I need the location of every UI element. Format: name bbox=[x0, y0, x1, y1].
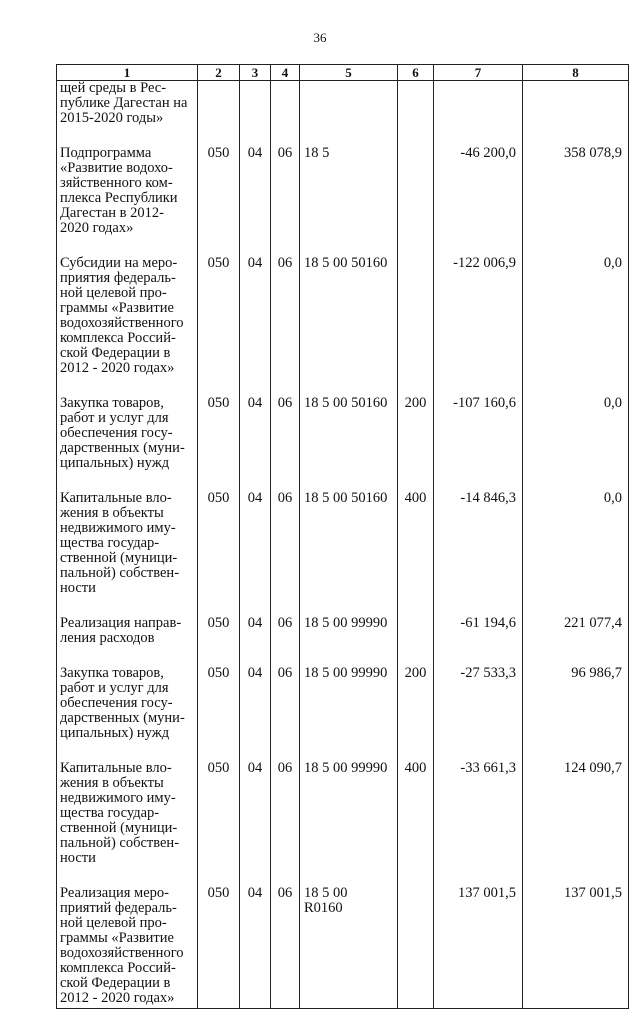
section-code bbox=[198, 81, 240, 147]
row-description: Подпрограмма «Развитие водохо- зяйственного ком- плекса Республики Дагестан в 2012- 2020 годах» bbox=[57, 146, 198, 256]
column-header: 5 bbox=[300, 65, 398, 81]
total-amount: 221 077,4 bbox=[523, 616, 629, 666]
table-row bbox=[57, 886, 629, 1009]
expense-type-code: 200 bbox=[398, 396, 434, 491]
column-header: 7 bbox=[434, 65, 523, 81]
total-amount: 137 001,5 bbox=[523, 886, 629, 1009]
target-article-code: 18 5 00 99990 bbox=[300, 616, 398, 666]
row-description: Закупка товаров, работ и услуг для обеспечения госу- дарственных (муни- ципальных) нужд bbox=[57, 666, 198, 761]
column-header: 2 bbox=[198, 65, 240, 81]
column-header: 8 bbox=[523, 65, 629, 81]
change-amount: 137 001,5 bbox=[434, 886, 523, 1009]
page-number: 36 bbox=[313, 30, 327, 45]
table-row bbox=[57, 396, 629, 491]
group-code: 06 bbox=[271, 666, 300, 761]
subsection-code: 04 bbox=[240, 666, 271, 761]
column-header: 6 bbox=[398, 65, 434, 81]
table-row bbox=[57, 81, 629, 147]
expense-type-code bbox=[398, 81, 434, 147]
group-code: 06 bbox=[271, 146, 300, 256]
change-amount: -61 194,6 bbox=[434, 616, 523, 666]
section-code: 050 bbox=[198, 886, 240, 1009]
group-code: 06 bbox=[271, 256, 300, 396]
table-row bbox=[57, 761, 629, 886]
target-article-code: 18 5 00 99990 bbox=[300, 761, 398, 886]
subsection-code: 04 bbox=[240, 761, 271, 886]
section-code: 050 bbox=[198, 491, 240, 616]
total-amount: 0,0 bbox=[523, 396, 629, 491]
section-code: 050 bbox=[198, 256, 240, 396]
section-code: 050 bbox=[198, 761, 240, 886]
change-amount: -122 006,9 bbox=[434, 256, 523, 396]
target-article-code: 18 5 00 99990 bbox=[300, 666, 398, 761]
total-amount: 358 078,9 bbox=[523, 146, 629, 256]
change-amount bbox=[434, 81, 523, 147]
group-code: 06 bbox=[271, 396, 300, 491]
table-row bbox=[57, 146, 629, 256]
expense-type-code bbox=[398, 616, 434, 666]
target-article-code: 18 5 00 50160 bbox=[300, 491, 398, 616]
table-row bbox=[57, 666, 629, 761]
header-row bbox=[57, 65, 629, 81]
row-description: Капитальные вло- жения в объекты недвижимого иму- щества государ- ственной (муници- пальной) собствен- ности bbox=[57, 761, 198, 886]
subsection-code bbox=[240, 81, 271, 147]
group-code bbox=[271, 81, 300, 147]
table-row bbox=[57, 616, 629, 666]
change-amount: -14 846,3 bbox=[434, 491, 523, 616]
group-code: 06 bbox=[271, 886, 300, 1009]
total-amount: 124 090,7 bbox=[523, 761, 629, 886]
expense-type-code bbox=[398, 146, 434, 256]
expense-type-code bbox=[398, 886, 434, 1009]
change-amount: -33 661,3 bbox=[434, 761, 523, 886]
column-header: 1 bbox=[57, 65, 198, 81]
section-code: 050 bbox=[198, 616, 240, 666]
subsection-code: 04 bbox=[240, 396, 271, 491]
table-row bbox=[57, 491, 629, 616]
target-article-code: 18 5 00 R0160 bbox=[300, 886, 398, 1009]
subsection-code: 04 bbox=[240, 146, 271, 256]
section-code: 050 bbox=[198, 666, 240, 761]
subsection-code: 04 bbox=[240, 491, 271, 616]
group-code: 06 bbox=[271, 491, 300, 616]
total-amount bbox=[523, 81, 629, 147]
subsection-code: 04 bbox=[240, 616, 271, 666]
budget-table bbox=[56, 64, 629, 1009]
total-amount: 0,0 bbox=[523, 256, 629, 396]
total-amount: 96 986,7 bbox=[523, 666, 629, 761]
target-article-code: 18 5 bbox=[300, 146, 398, 256]
subsection-code: 04 bbox=[240, 886, 271, 1009]
row-description: Закупка товаров, работ и услуг для обеспечения госу- дарственных (муни- ципальных) нужд bbox=[57, 396, 198, 491]
expense-type-code: 400 bbox=[398, 491, 434, 616]
change-amount: -107 160,6 bbox=[434, 396, 523, 491]
subsection-code: 04 bbox=[240, 256, 271, 396]
total-amount: 0,0 bbox=[523, 491, 629, 616]
target-article-code bbox=[300, 81, 398, 147]
group-code: 06 bbox=[271, 616, 300, 666]
row-description: Реализация направ- ления расходов bbox=[57, 616, 198, 666]
row-description: Реализация меро- приятий федераль- ной целевой про- граммы «Развитие водохозяйственного комплекса Россий- ской Федерации в 2012 - 2020 годах» bbox=[57, 886, 198, 1009]
column-header: 4 bbox=[271, 65, 300, 81]
row-description: Субсидии на меро- приятия федераль- ной целевой про- граммы «Развитие водохозяйственного комплекса Россий- ской Федерации в 2012 - 2020 годах» bbox=[57, 256, 198, 396]
target-article-code: 18 5 00 50160 bbox=[300, 256, 398, 396]
column-header: 3 bbox=[240, 65, 271, 81]
change-amount: -27 533,3 bbox=[434, 666, 523, 761]
expense-type-code: 400 bbox=[398, 761, 434, 886]
expense-type-code: 200 bbox=[398, 666, 434, 761]
section-code: 050 bbox=[198, 396, 240, 491]
row-description: щей среды в Рес- публике Дагестан на 2015-2020 годы» bbox=[57, 81, 198, 147]
row-description: Капитальные вло- жения в объекты недвижимого иму- щества государ- ственной (муници- пальной) собствен- ности bbox=[57, 491, 198, 616]
target-article-code: 18 5 00 50160 bbox=[300, 396, 398, 491]
group-code: 06 bbox=[271, 761, 300, 886]
expense-type-code bbox=[398, 256, 434, 396]
table-row bbox=[57, 256, 629, 396]
section-code: 050 bbox=[198, 146, 240, 256]
change-amount: -46 200,0 bbox=[434, 146, 523, 256]
